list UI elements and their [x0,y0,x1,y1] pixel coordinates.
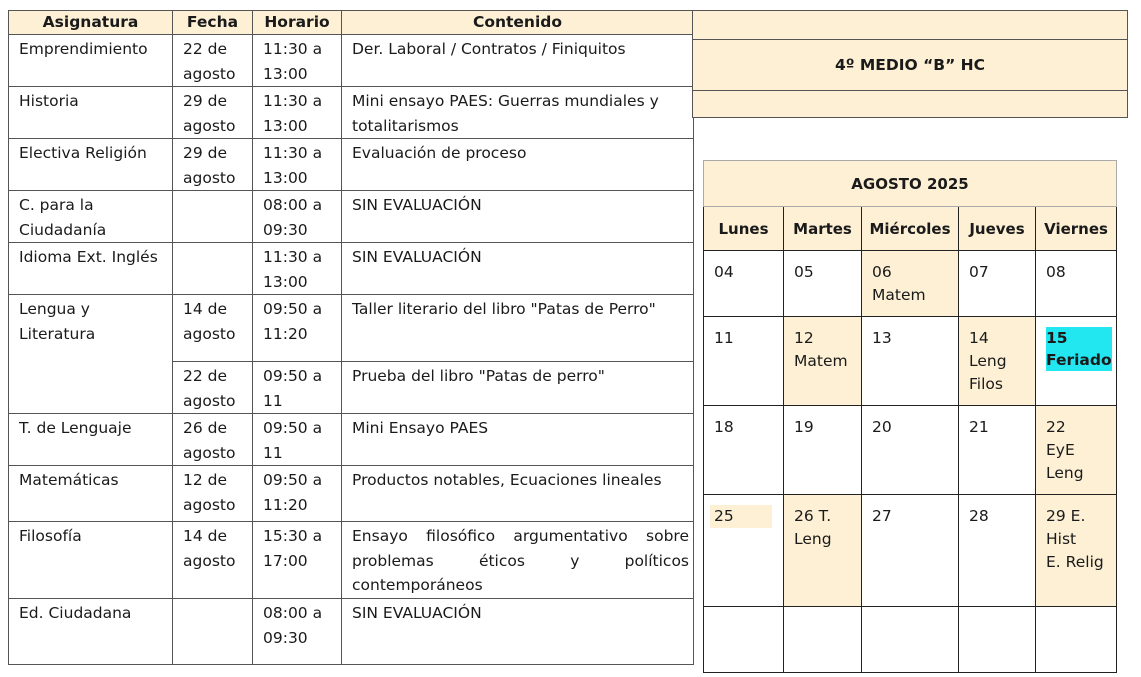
table-row [9,295,694,362]
content-cell: Prueba del libro "Patas de perro" [342,362,694,414]
calendar-week-row [704,406,1117,495]
weekday-martes: Martes [784,207,862,251]
table-row [9,35,694,87]
content-cell: Evaluación de proceso [342,139,694,191]
content-cell: Productos notables, Ecuaciones lineales [342,466,694,522]
evaluation-schedule-table [8,10,694,665]
title-box-bottom-band [693,91,1128,118]
calendar-weekday-row [704,207,1117,251]
calendar-week-row [704,317,1117,406]
table-row [9,599,694,665]
header-contenido: Contenido [342,11,694,35]
calendar-day-cell [704,251,784,317]
header-horario: Horario [253,11,342,35]
date-cell: 12 de agosto [173,466,253,522]
time-cell: 11:30 a 13:00 [253,139,342,191]
date-cell: 22 de agosto [173,35,253,87]
subject-cell: T. de Lenguaje [9,414,173,466]
calendar-day-text: 19 [794,418,814,436]
table-row [9,414,694,466]
subject-cell: Filosofía [9,522,173,599]
calendar-day-cell [959,607,1036,673]
content-cell: Taller literario del libro "Patas de Perro" [342,295,694,362]
weekday-miercoles: Miércoles [862,207,959,251]
subject-cell: Electiva Religión [9,139,173,191]
calendar-day-cell [862,495,959,607]
calendar-day-cell [959,251,1036,317]
subject-cell: Lengua y Literatura [9,295,173,414]
calendar-day-text: 13 [872,329,892,347]
calendar-day-text: 21 [969,418,989,436]
header-fecha: Fecha [173,11,253,35]
time-cell: 08:00 a 09:30 [253,191,342,243]
table-header-row [9,11,694,35]
date-cell: 29 de agosto [173,139,253,191]
subject-cell: Idioma Ext. Inglés [9,243,173,295]
calendar-day-text: 22 EyE Leng [1046,418,1084,482]
content-cell: SIN EVALUACIÓN [342,599,694,665]
calendar-day-text: 26 T. Leng [794,507,832,548]
header-asignatura: Asignatura [9,11,173,35]
date-cell: 22 de agosto [173,362,253,414]
calendar-day-cell [704,406,784,495]
content-cell: Mini ensayo PAES: Guerras mundiales y totalitarismos [342,87,694,139]
calendar-week-row [704,495,1117,607]
calendar-day-cell [1036,495,1117,607]
calendar-day-text: 20 [872,418,892,436]
date-cell [173,191,253,243]
table-row [9,466,694,522]
calendar-day-cell [862,251,959,317]
calendar-day-cell [862,406,959,495]
date-cell [173,243,253,295]
subject-cell: Historia [9,87,173,139]
date-cell [173,599,253,665]
time-cell: 11:30 a 13:00 [253,35,342,87]
table-row [9,243,694,295]
calendar-day-cell [784,406,862,495]
calendar-day-cell [862,317,959,406]
calendar-day-text: 07 [969,263,989,281]
calendar-day-cell [784,317,862,406]
calendar-day-cell [1036,607,1117,673]
subject-cell: Emprendimiento [9,35,173,87]
holiday-label: 15 Feriado [1046,329,1112,369]
calendar-day-cell [704,607,784,673]
calendar-week-row [704,251,1117,317]
content-cell: Mini Ensayo PAES [342,414,694,466]
course-title-box [692,10,1128,118]
subject-cell: C. para la Ciudadanía [9,191,173,243]
calendar-day-cell [784,607,862,673]
calendar-day-cell [1036,251,1117,317]
calendar-day-text: 12 Matem [794,329,848,370]
time-cell: 11:30 a 13:00 [253,243,342,295]
calendar-day-text: 25 [710,505,772,528]
calendar-day-cell [959,495,1036,607]
course-title: 4º MEDIO “B” HC [693,40,1128,91]
calendar-day-text: 06 Matem [872,263,926,304]
date-cell: 26 de agosto [173,414,253,466]
calendar-day-text: 27 [872,507,892,525]
time-cell: 09:50 a 11 [253,362,342,414]
calendar-day-cell [704,495,784,607]
month-calendar [703,160,1117,673]
calendar-day-text: 18 [714,418,734,436]
calendar-day-text: 11 [714,329,734,347]
weekday-viernes: Viernes [1036,207,1117,251]
calendar-day-text: 04 [714,263,734,281]
calendar-day-cell [1036,406,1117,495]
content-cell: SIN EVALUACIÓN [342,243,694,295]
content-cell: Ensayo filosófico argumentativo sobre problemas éticos y políticos contemporáneos [342,522,694,599]
calendar-day-text: 14 Leng Filos [969,329,1007,393]
title-box-top-band [693,11,1128,40]
subject-cell: Matemáticas [9,466,173,522]
calendar-week-row [704,607,1117,673]
table-row [9,522,694,599]
calendar-day-cell [862,607,959,673]
calendar-day-text: 29 E. Hist E. Relig [1046,507,1104,571]
calendar-day-cell [704,317,784,406]
table-row [9,191,694,243]
calendar-day-text: 28 [969,507,989,525]
time-cell: 11:30 a 13:00 [253,87,342,139]
calendar-day-cell [959,317,1036,406]
subject-cell: Ed. Ciudadana [9,599,173,665]
calendar-day-cell [784,251,862,317]
content-cell: SIN EVALUACIÓN [342,191,694,243]
time-cell: 09:50 a 11 [253,414,342,466]
time-cell: 09:50 a 11:20 [253,295,342,362]
time-cell: 15:30 a 17:00 [253,522,342,599]
time-cell: 09:50 a 11:20 [253,466,342,522]
calendar-day-cell [959,406,1036,495]
table-row [9,87,694,139]
calendar-day-text: 05 [794,263,814,281]
date-cell: 14 de agosto [173,522,253,599]
table-row [9,139,694,191]
calendar-day-text: 08 [1046,263,1066,281]
date-cell: 29 de agosto [173,87,253,139]
calendar-day-cell [784,495,862,607]
content-cell: Der. Laboral / Contratos / Finiquitos [342,35,694,87]
calendar-day-cell [1036,317,1117,406]
weekday-lunes: Lunes [704,207,784,251]
time-cell: 08:00 a 09:30 [253,599,342,665]
date-cell: 14 de agosto [173,295,253,362]
calendar-month-title: AGOSTO 2025 [704,161,1117,207]
weekday-jueves: Jueves [959,207,1036,251]
